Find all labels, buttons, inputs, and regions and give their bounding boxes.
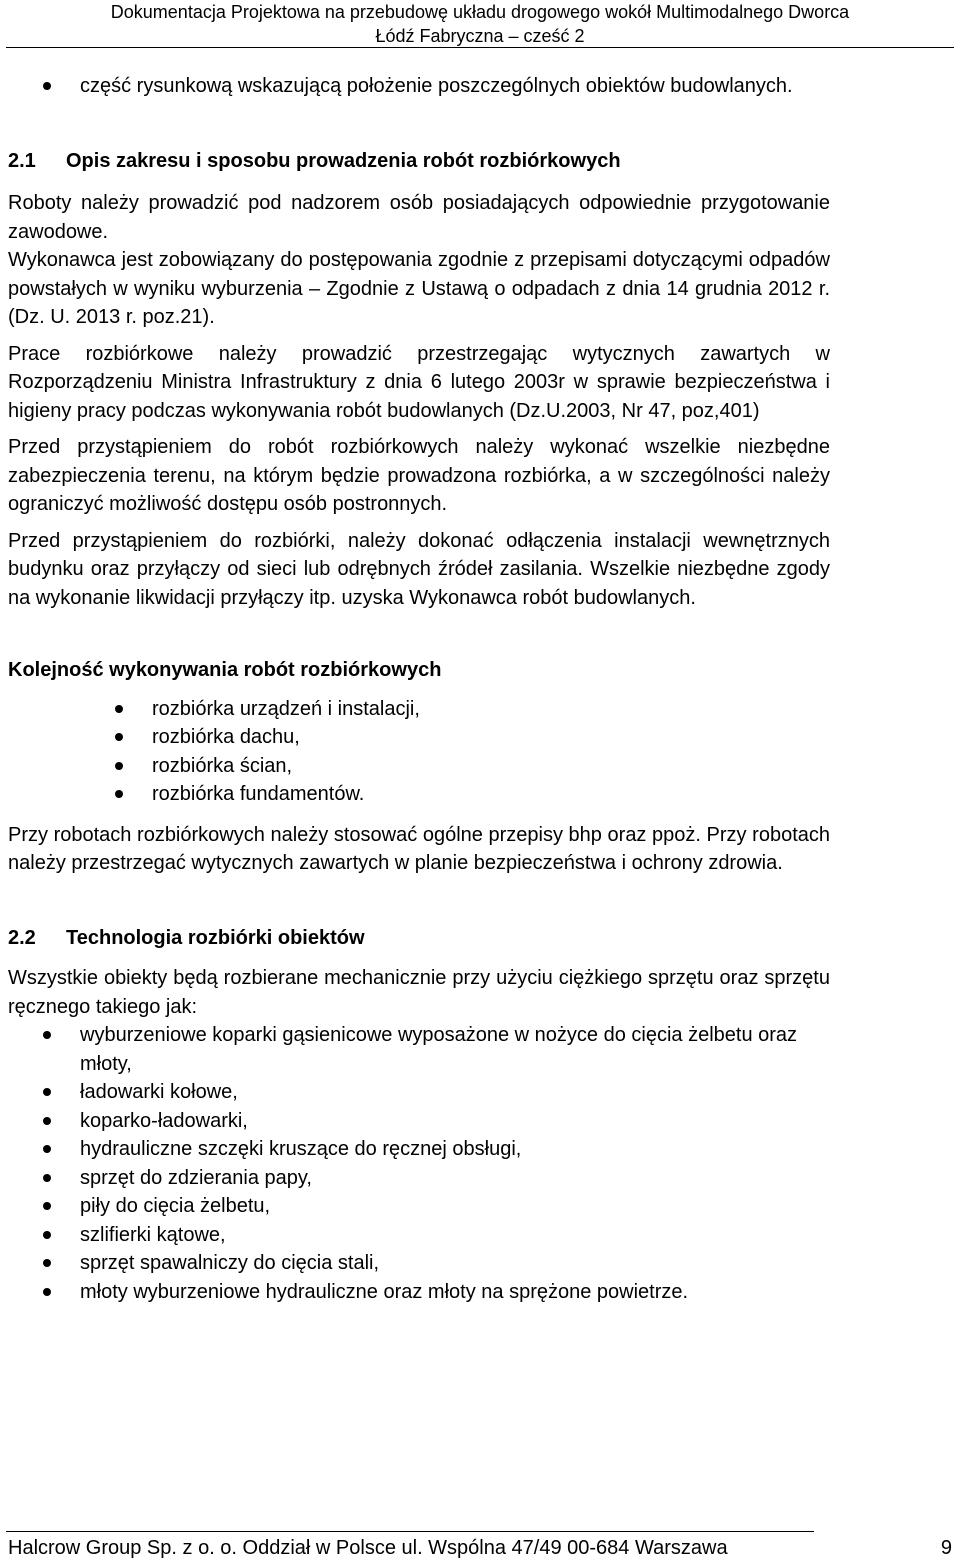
list-item: hydrauliczne szczęki kruszące do ręcznej obsługi, xyxy=(8,1135,830,1164)
list-item: sprzęt do zdzierania papy, xyxy=(8,1164,830,1193)
paragraph: Przy robotach rozbiórkowych należy stosować ogólne przepisy bhp oraz ppoż. Przy robotach należy przestrzegać wytycznych zawartych w planie bezpieczeństwa i ochrony zdrowia. xyxy=(8,823,830,874)
paragraph: Przed przystąpieniem do rozbiórki, należy dokonać odłączenia instalacji wewnętrznych budynku oraz przyłączy od sieci lub odrębnych źródeł zasilania. Wszelkie niezbędne zgody na wykonanie likwidacji przyłączy itp. uzyska Wykonawca robót budowlanych. xyxy=(8,529,830,609)
list-item: piły do cięcia żelbetu, xyxy=(8,1192,830,1221)
section-number: 2.2 xyxy=(8,926,36,949)
paragraph: Roboty należy prowadzić pod nadzorem osób posiadających odpowiednie przygotowanie zawodowe. xyxy=(8,192,830,243)
list-item: wyburzeniowe koparki gąsienicowe wyposażone w nożyce do cięcia żelbetu oraz młoty, xyxy=(8,1021,830,1078)
section-heading-2-2 xyxy=(8,924,830,953)
list-item: ładowarki kołowe, xyxy=(8,1078,830,1107)
paragraph: Przed przystąpieniem do robót rozbiórkowych należy wykonać wszelkie niezbędne zabezpieczenia terenu, na którym będzie prowadzona rozbiórka, a w szczególności należy ograniczyć możliwość dostępu osób postronnych. xyxy=(8,436,830,515)
top-bullet-list xyxy=(8,72,830,101)
list-item: koparko-ładowarki, xyxy=(8,1107,830,1136)
section-number: 2.1 xyxy=(8,149,36,172)
document-body xyxy=(8,72,830,1306)
list-item: sprzęt spawalniczy do cięcia stali, xyxy=(8,1249,830,1278)
page-footer xyxy=(8,1535,958,1561)
list-item: rozbiórka dachu, xyxy=(8,723,830,752)
page-number: 9 xyxy=(940,1537,952,1559)
paragraph: Wszystkie obiekty będą rozbierane mechanicznie przy użyciu ciężkiego sprzętu oraz sprzętu ręcznego takiego jak: xyxy=(8,967,830,1018)
paragraph: Wykonawca jest zobowiązany do postępowania zgodnie z przepisami dotyczącymi odpadów powstałych w wyniku wyburzenia – Zgodnie z Ustawą o odpadach z dnia 14 grudnia 2012 r. (Dz. U. 2013 r. poz.21). xyxy=(8,249,830,328)
list-item: młoty wyburzeniowe hydrauliczne oraz młoty na sprężone powietrze. xyxy=(8,1278,830,1307)
order-heading: Kolejność wykonywania robót rozbiórkowych xyxy=(8,659,442,681)
page-header xyxy=(0,0,960,48)
equipment-list xyxy=(8,1021,830,1306)
header-title-line2: Łódź Fabryczna – cześć 2 xyxy=(375,26,585,46)
order-list xyxy=(8,695,830,809)
list-item: rozbiórka ścian, xyxy=(8,752,830,781)
header-title-line1: Dokumentacja Projektowa na przebudowę układu drogowego wokół Multimodalnego Dworca xyxy=(110,2,850,22)
section-title: Technologia rozbiórki obiektów xyxy=(66,926,365,949)
header-divider xyxy=(6,47,954,48)
paragraph: Prace rozbiórkowe należy prowadzić przestrzegając wytycznych zawartych w Rozporządzeniu Ministra Infrastruktury z dnia 6 lutego 2003r w sprawie bezpieczeństwa i higieny pracy podczas wykonywania robót budowlanych (Dz.U.2003, Nr 47, poz,401) xyxy=(8,342,830,422)
section-title: Opis zakresu i sposobu prowadzenia robót rozbiórkowych xyxy=(66,149,621,172)
list-item: rozbiórka urządzeń i instalacji, xyxy=(8,695,830,724)
list-item: część rysunkową wskazującą położenie poszczególnych obiektów budowlanych. xyxy=(8,72,830,101)
footer-company: Halcrow Group Sp. z o. o. Oddział w Polsce ul. Wspólna 47/49 00-684 Warszawa xyxy=(8,1537,728,1559)
footer-divider xyxy=(6,1531,814,1532)
list-item: szlifierki kątowe, xyxy=(8,1221,830,1250)
list-item: rozbiórka fundamentów. xyxy=(8,780,830,809)
section-heading-2-1 xyxy=(8,147,830,176)
